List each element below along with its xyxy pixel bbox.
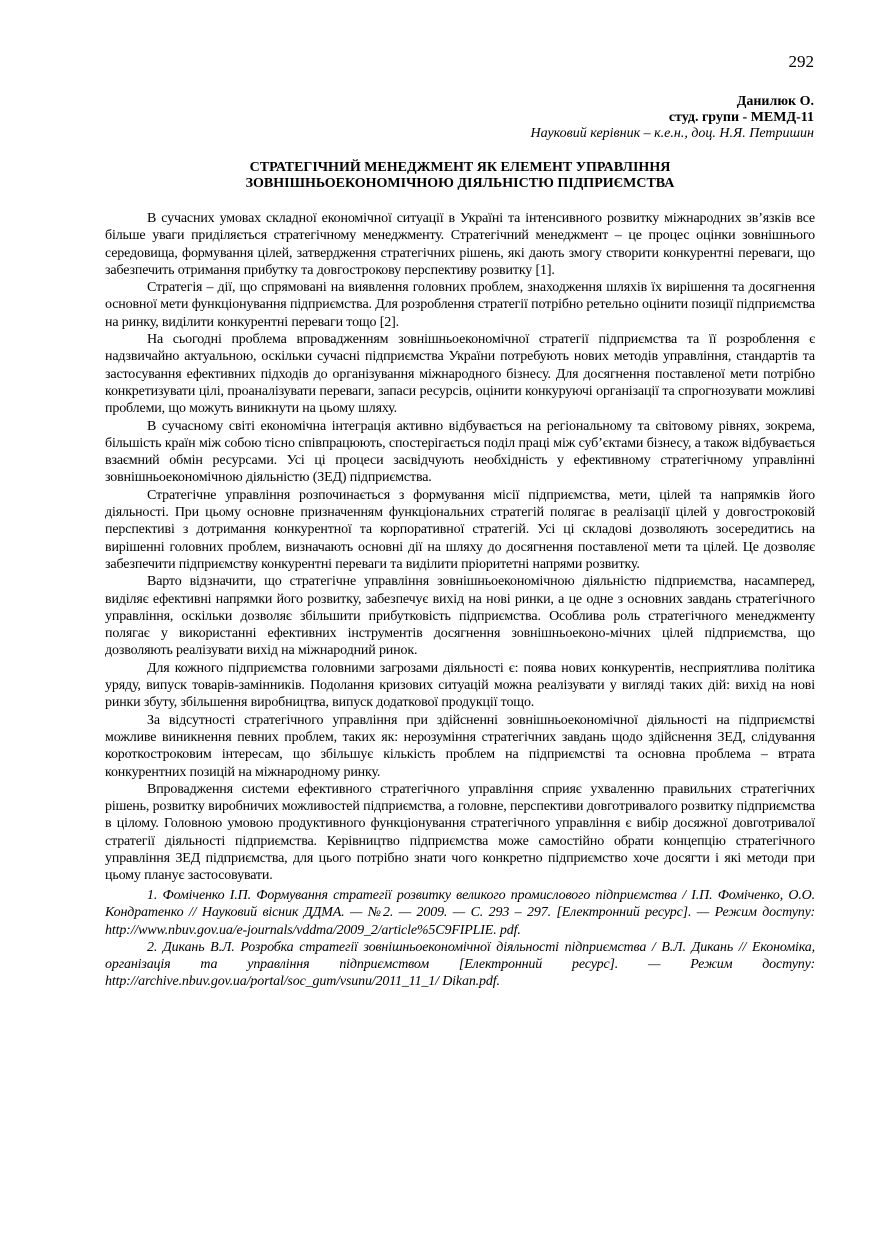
author-group: студ. групи - МЕМД-11 <box>668 110 814 125</box>
article-title-line-1: СТРАТЕГІЧНИЙ МЕНЕДЖМЕНТ ЯК ЕЛЕМЕНТ УПРАВЛІННЯ <box>249 160 671 175</box>
author-supervisor: Науковий керівник – к.е.н., доц. Н.Я. Петришин <box>530 126 814 141</box>
reference-item: 2. Дикань В.Л. Розробка стратегії зовнішньоекономічної діяльності підприємства / В.Л. Дикань // Економіка, організація та управління підприємством [Електронний ресурс]. — Режим доступу: http://archive.nbuv.gov.ua/portal/soc_gum/vsunu/2011_11_1/ Dikan.pdf. <box>105 939 815 990</box>
paragraph: На сьогодні проблема впровадженням зовнішньоекономічної стратегії підприємства та її розроблення є надзвичайно актуальною, оскільки сучасні підприємства України потребують нових методів управління, стандартів та застосування ефективних підходів до організування міжнародного бізнесу. Для досягнення поставленої мети потрібно конкретизувати цілі, проаналізувати переваги, запаси ресурсів, оцінити конкуруючі організації та спрогнозувати можливі проблеми, що можуть виникнути на цьому шляху. <box>105 332 815 417</box>
page-number: 292 <box>788 52 814 71</box>
reference-item: 1. Фоміченко І.П. Формування стратегії розвитку великого промислового підприємства / І.П. Фоміченко, О.О. Кондратенко // Науковий вісник ДДМА. — №2. — 2009. — С. 293 – 297. [Електронний ресурс]. — Режим доступу: http://www.nbuv.gov.ua/e-journals/vddma/2009_2/article%5C9FIPLIE. pdf. <box>105 888 815 938</box>
paragraph: В сучасних умовах складної економічної ситуації в Україні та інтенсивного розвитку міжнародних зв’язків все більше уваги приділяється стратегічному менеджменту. Стратегічний менеджмент – це процес оцінки зовнішнього середовища, формування цілей, затвердження стратегічних рішень, які дають змогу створити конкурентні переваги, що забезпечить отримання прибутку та довгострокову перспективу розвитку [1]. <box>105 211 815 278</box>
paragraph: Варто відзначити, що стратегічне управління зовнішньоекономічною діяльністю підприємства, насамперед, виділяє ефективні напрямки його розвитку, забезпечує вихід на нові ринки, а це одне з основних завдань стратегічного управління, оскільки дозволяє збільшити прибутковість підприємства. Особлива роль стратегічного менеджменту полягає у використанні ефективних інструментів досягнення зовнішньоеконо-мічних цілей підприємства, що дозволяють реалізувати вихід на міжнародний ринок. <box>105 574 815 659</box>
author-name: Данилюк О. <box>736 94 814 109</box>
article-title-line-2: ЗОВНІШНЬОЕКОНОМІЧНОЮ ДІЯЛЬНІСТЮ ПІДПРИЄМСТВА <box>245 176 675 191</box>
references-list <box>105 887 815 991</box>
article-body <box>105 210 815 885</box>
author-block <box>531 94 814 142</box>
paragraph: За відсутності стратегічного управління при здійсненні зовнішньоекономічної діяльності на підприємстві можливе виникнення певних проблем, таких як: нерозуміння стратегічних завдань щодо здійснення ЗЕД, слідування короткостроковим інтересам, що збільшує кількість проблем на підприємстві та основна проблема – втрата конкурентних позицій на міжнародному ринку. <box>105 712 815 780</box>
paragraph: Стратегія – дії, що спрямовані на виявлення головних проблем, знаходження шляхів їх вирішення та досягнення основної мети функціонування підприємства. Для розроблення стратегії потрібно ретельно оцінити позиції підприємства на ринку, виділити конкурентні переваги тощо [2]. <box>105 280 815 330</box>
paragraph: В сучасному світі економічна інтеграція активно відбувається на регіональному та світовому рівнях, зокрема, більшість країн між собою тісно співпрацюють, спостерігається поділ праці між суб’єктами бізнесу, а також відбувається взаємний обмін ресурсами. Усі ці процеси засвідчують необхідність у ефективному стратегічному управлінні зовнішньоекономічною діяльністю (ЗЕД) підприємства. <box>105 418 815 486</box>
paragraph: Стратегічне управління розпочинається з формування місії підприємства, мети, цілей та напрямків його діяльності. При цьому основне призначенням функціональних стратегій полягає в реалізації цілей у довгостроковій перспективі з дотримання конкурентної та корпоративної стратегій. Усі ці складові дозволяють зосередитись на вирішенні головних проблем, визначають основні дії на шляху до досягнення поставленої мети та цілей. Це дозволяє забезпечити підприємству конкурентні переваги та виділити пріоритетні напрями розвитку. <box>105 487 815 572</box>
article-title <box>105 160 815 192</box>
paragraph: Для кожного підприємства головними загрозами діяльності є: поява нових конкурентів, несприятлива політика уряду, випуск товарів-замінників. Подолання кризових ситуацій можна реалізувати у вигляді таких дій: вихід на нові ринки збуту, збільшення виробництва, випуск додаткової продукції тощо. <box>105 660 815 711</box>
paragraph: Впровадження системи ефективного стратегічного управління сприяє ухваленню правильних стратегічних рішень, розвитку виробничих можливостей підприємства, а головне, перспективи довготривалого розвитку підприємства в цілому. Головною умовою продуктивного функціонування стратегічного управління є вибір досяжної довготривалої стратегії діяльності підприємства. Керівництво підприємства може самостійно обрати концепцію стратегічного управління ЗЕД підприємства, для цього потрібно знати чого конкретно підприємство хоче досягти і які методи при цьому планує застосовувати. <box>105 781 815 884</box>
